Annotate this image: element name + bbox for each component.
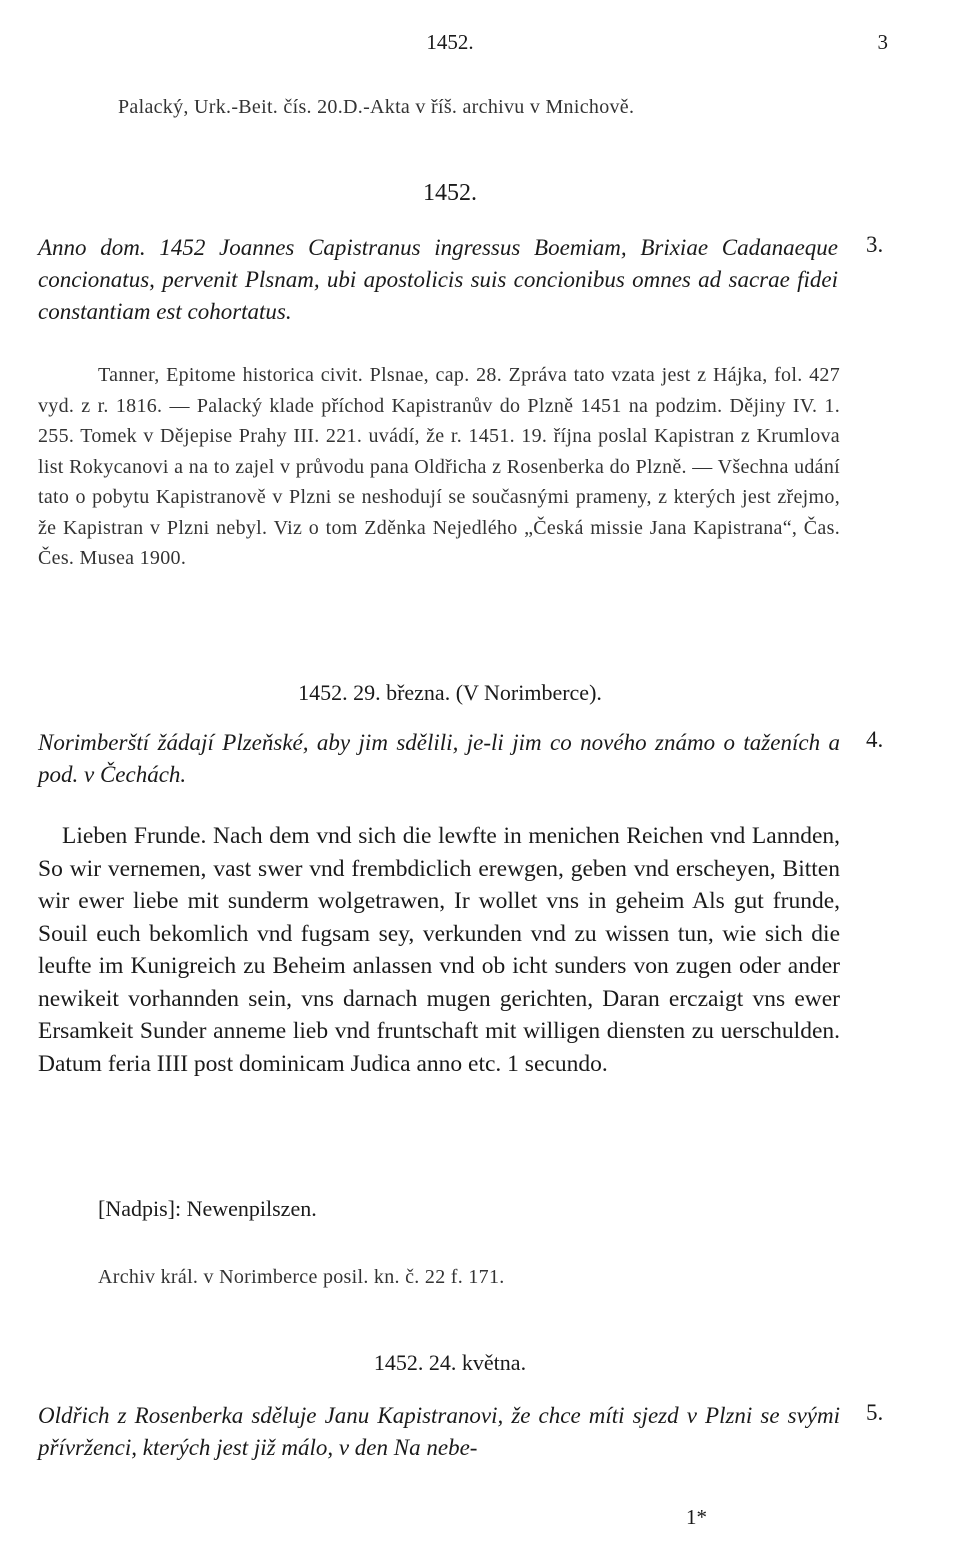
doc5-number: 5. <box>866 1400 884 1425</box>
doc5-regest: Oldřich z Rosenberka sděluje Janu Kapistranovi, že chce míti sjezd v Plzni se svými přívrženci, kterých jest již málo, v den Na nebe- <box>38 1403 840 1460</box>
doc4-address: [Nadpis]: Newenpilszen. <box>98 1196 317 1221</box>
page-number: 3 <box>877 30 888 54</box>
doc3-number: 3. <box>866 232 884 257</box>
doc3-regest: Anno dom. 1452 Joannes Capistranus ingressus Boemiam, Brixiae Cadanaeque concionatus, pervenit Plsnam, ubi apostolicis suis concionibus omnes ad sacrae fidei constantiam est cohortatus. <box>38 235 838 324</box>
doc4-letter-text: Lieben Frunde. Nach dem vnd sich die lewfte in menichen Reichen vnd Lannden, So wir vernemen, vast swer vnd frembdiclich erewgen, geben vnd erscheyen, Bitten wir ewer liebe mit sunderm wolgetrawen, Ir wollet vns in geheim Als gut frunde, Souil euch bekomlich vnd fugsam sey, verkunden vnd zu wissen tun, wie sich die leufte im Kunigreich zu Beheim anlassen vnd ob icht sunders von zugen oder ander newikeit vorhannden sein, vns darnach mugen gerichten, Daran erczaigt vns ewer Ersamkeit Sunder anneme lieb vnd fruntschaft mit willigen diensten zu uerschulden. Datum feria IIII post dominicam Judica anno etc. 1 secundo. <box>38 823 840 1077</box>
doc5-heading: 1452. 24. května. <box>373 1350 527 1375</box>
signature-mark: 1* <box>686 1505 707 1529</box>
running-head <box>0 30 960 60</box>
intro-source-note: Palacký, Urk.-Beit. čís. 20.D.-Akta v říš. archivu v Mnichově. <box>118 96 635 118</box>
running-head-year: 1452. <box>426 30 474 54</box>
doc4-regest: Norimberští žádají Plzeňské, aby jim sdělili, je-li jim co nového známo o taženích a pod. v Čechách. <box>38 730 840 787</box>
doc4-text <box>38 820 840 1080</box>
doc3-heading: 1452. <box>423 180 477 206</box>
doc4-heading: 1452. 29. března. (V Norimberce). <box>298 680 602 705</box>
doc4-source: Archiv král. v Norimberce posil. kn. č. 22 f. 171. <box>98 1266 505 1288</box>
doc3-note: Tanner, Epitome historica civit. Plsnae, cap. 28. Zpráva tato vzata jest z Hájka, fol. 427 vyd. z r. 1816. — Palacký klade příchod Kapistranův do Plzně 1451 na podzim. Dějiny IV. 1. 255. Tomek v Dějepise Prahy III. 221. uvádí, že r. 1451. 19. října poslal Kapistran z Krumlova list Rokycanovi a na to zajel v průvodu pana Oldřicha z Rosenberka do Plzně. — Všechna udání tato o pobytu Kapistranově v Plzni se neshodují se současnými prameny, z kterých jest zřejmo, že Kapistran v Plzni nebyl. Viz o tom Zděnka Nejedlého „Česká missie Jana Kapistrana“, Čas. Čes. Musea 1900. <box>38 364 840 569</box>
doc4-number: 4. <box>866 727 884 752</box>
